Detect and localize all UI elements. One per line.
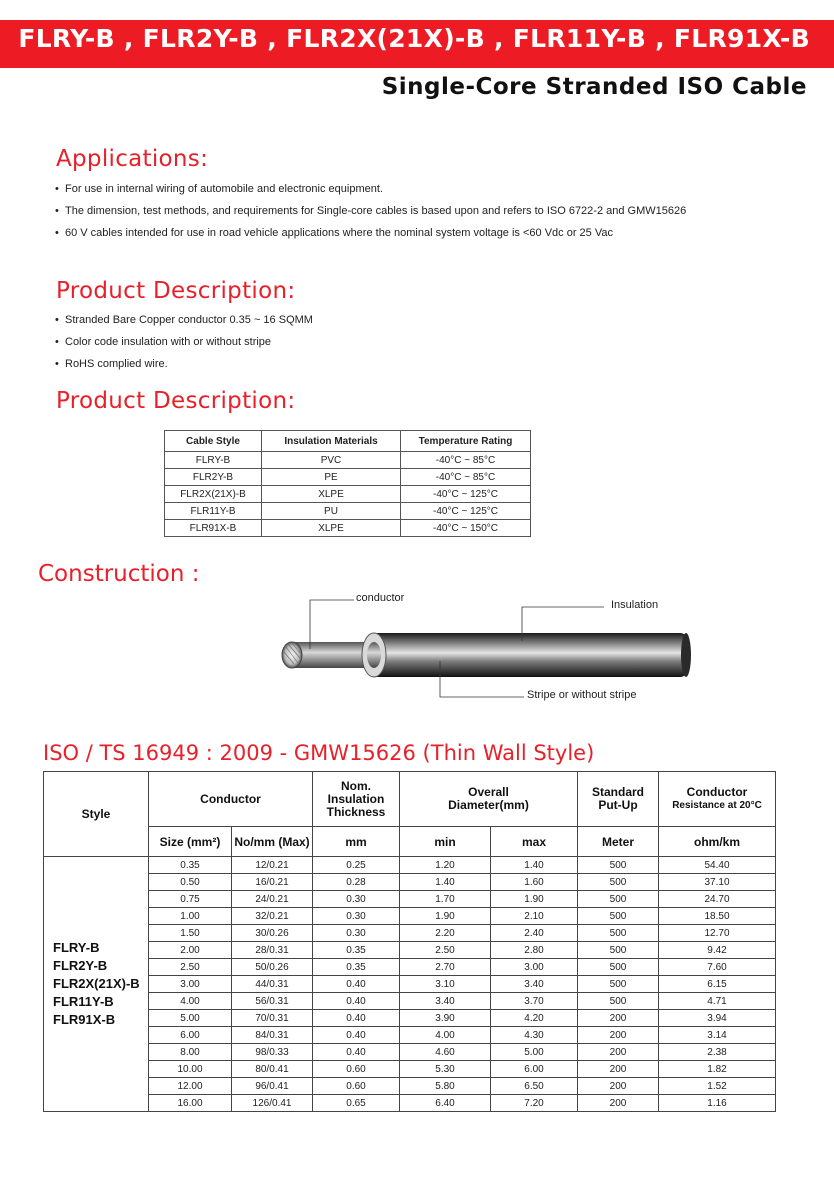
table-row	[44, 1027, 776, 1044]
table-row	[44, 976, 776, 993]
table-cell: 0.40	[313, 1027, 400, 1044]
list-item: • Color code insulation with or without stripe	[55, 331, 775, 353]
table-cell: 3.00	[491, 959, 578, 976]
table-row	[44, 993, 776, 1010]
table-cell: -40°C ~ 125°C	[401, 486, 531, 503]
table-row	[165, 503, 531, 520]
list-item: • For use in internal wiring of automobile and electronic equipment.	[55, 178, 775, 200]
table-cell: 30/0.26	[232, 925, 313, 942]
table-cell: -40°C ~ 150°C	[401, 520, 531, 537]
table-header: Overall Diameter(mm)	[400, 772, 578, 827]
table-cell: PVC	[262, 452, 401, 469]
table-cell: 2.50	[400, 942, 491, 959]
table-cell: 0.75	[149, 891, 232, 908]
table-cell: 3.14	[659, 1027, 776, 1044]
table-row	[44, 942, 776, 959]
table-cell: 54.40	[659, 857, 776, 874]
table-cell: 44/0.31	[232, 976, 313, 993]
list-item: • 60 V cables intended for use in road vehicle applications where the nominal system voltage is <60 Vdc or 25 Vac	[55, 222, 775, 244]
table-cell: 1.90	[491, 891, 578, 908]
table-cell: 98/0.33	[232, 1044, 313, 1061]
table-header: mm	[313, 827, 400, 857]
table-cell: 6.40	[400, 1095, 491, 1112]
stripe-label: Stripe or without stripe	[527, 689, 637, 701]
table-cell: FLR2X(21X)-B	[165, 486, 262, 503]
table-cell: 4.00	[149, 993, 232, 1010]
table-header: Size (mm²)	[149, 827, 232, 857]
table-cell: XLPE	[262, 486, 401, 503]
table-cell: 2.38	[659, 1044, 776, 1061]
table-cell: 6.00	[149, 1027, 232, 1044]
table-cell: 500	[578, 993, 659, 1010]
table-header: Temperature Rating	[401, 431, 531, 452]
list-item: • RoHS complied wire.	[55, 353, 775, 375]
style-cell: FLRY-B FLR2Y-B FLR2X(21X)-B FLR11Y-B FLR91X-B	[44, 857, 149, 1112]
table-cell: FLR2Y-B	[165, 469, 262, 486]
table-cell: 4.00	[400, 1027, 491, 1044]
table-cell: 200	[578, 1010, 659, 1027]
table-cell: 16/0.21	[232, 874, 313, 891]
table-cell: 2.70	[400, 959, 491, 976]
list-item: • Stranded Bare Copper conductor 0.35 ~ 16 SQMM	[55, 309, 775, 331]
table-cell: -40°C ~ 85°C	[401, 452, 531, 469]
table-row	[44, 874, 776, 891]
product-description-heading: Product Description:	[56, 278, 296, 304]
table-cell: 24.70	[659, 891, 776, 908]
table-cell: 0.30	[313, 891, 400, 908]
table-cell: 12/0.21	[232, 857, 313, 874]
table-row	[44, 1061, 776, 1078]
table-header: min	[400, 827, 491, 857]
insulation-shape	[370, 633, 688, 677]
table-header: Nom. Insulation Thickness	[313, 772, 400, 827]
table-cell: 500	[578, 959, 659, 976]
table-cell: 0.28	[313, 874, 400, 891]
table-cell: 7.20	[491, 1095, 578, 1112]
page-subtitle: Single-Core Stranded ISO Cable	[381, 74, 807, 100]
table-row	[44, 857, 776, 874]
table-row	[44, 1078, 776, 1095]
table-row	[165, 452, 531, 469]
table-cell: 0.30	[313, 925, 400, 942]
table-cell: 84/0.31	[232, 1027, 313, 1044]
construction-heading: Construction :	[38, 561, 200, 587]
table-row	[44, 959, 776, 976]
header-banner	[0, 20, 834, 68]
table-cell: 0.35	[313, 942, 400, 959]
table-cell: 3.90	[400, 1010, 491, 1027]
table-cell: XLPE	[262, 520, 401, 537]
table-cell: 0.40	[313, 1010, 400, 1027]
table-cell: 2.10	[491, 908, 578, 925]
cable-style-table	[164, 430, 531, 537]
table-cell: 200	[578, 1078, 659, 1095]
table-cell: 1.00	[149, 908, 232, 925]
table-cell: 200	[578, 1027, 659, 1044]
table-cell: 56/0.31	[232, 993, 313, 1010]
table-cell: FLR11Y-B	[165, 503, 262, 520]
table-cell: 3.40	[400, 993, 491, 1010]
list-item: • The dimension, test methods, and requirements for Single-core cables is based upon and refers to ISO 6722-2 and GMW15626	[55, 200, 775, 222]
table-cell: 3.00	[149, 976, 232, 993]
table-cell: 12.70	[659, 925, 776, 942]
table-cell: 5.00	[149, 1010, 232, 1027]
table-cell: 3.94	[659, 1010, 776, 1027]
table-header: Insulation Materials	[262, 431, 401, 452]
table-cell: 0.50	[149, 874, 232, 891]
table-header: max	[491, 827, 578, 857]
product-table-heading: Product Description:	[56, 388, 296, 414]
table-cell: 1.52	[659, 1078, 776, 1095]
table-row	[44, 1010, 776, 1027]
table-cell: 200	[578, 1095, 659, 1112]
table-row	[165, 486, 531, 503]
table-cell: 8.00	[149, 1044, 232, 1061]
table-row	[44, 908, 776, 925]
table-cell: 0.25	[313, 857, 400, 874]
table-cell: 500	[578, 976, 659, 993]
table-cell: 500	[578, 925, 659, 942]
table-cell: 1.90	[400, 908, 491, 925]
table-cell: 4.20	[491, 1010, 578, 1027]
table-row	[44, 925, 776, 942]
table-cell: 32/0.21	[232, 908, 313, 925]
table-header: Style	[44, 772, 149, 857]
table-cell: 70/0.31	[232, 1010, 313, 1027]
table-header: Conductor	[149, 772, 313, 827]
table-header: ohm/km	[659, 827, 776, 857]
table-cell: 9.42	[659, 942, 776, 959]
table-row	[44, 1044, 776, 1061]
table-cell: 4.30	[491, 1027, 578, 1044]
table-cell: 1.82	[659, 1061, 776, 1078]
table-cell: 0.40	[313, 976, 400, 993]
spec-table	[43, 771, 776, 1112]
table-cell: 50/0.26	[232, 959, 313, 976]
table-cell: 0.40	[313, 1044, 400, 1061]
table-cell: 200	[578, 1061, 659, 1078]
spec-table-heading: ISO / TS 16949 : 2009 - GMW15626 (Thin Wall Style)	[43, 741, 595, 765]
table-row	[165, 469, 531, 486]
table-header: No/mm (Max)	[232, 827, 313, 857]
table-cell: FLRY-B	[165, 452, 262, 469]
table-cell: 16.00	[149, 1095, 232, 1112]
table-header: Standard Put-Up	[578, 772, 659, 827]
table-cell: 3.10	[400, 976, 491, 993]
conductor-label: conductor	[356, 592, 405, 604]
table-cell: 1.16	[659, 1095, 776, 1112]
table-cell: 5.30	[400, 1061, 491, 1078]
page-title: FLRY-B , FLR2Y-B , FLR2X(21X)-B , FLR11Y-B , FLR91X-B	[18, 24, 810, 53]
table-header: Cable Style	[165, 431, 262, 452]
table-cell: 0.40	[313, 993, 400, 1010]
table-cell: PU	[262, 503, 401, 520]
table-cell: 500	[578, 891, 659, 908]
table-cell: 5.80	[400, 1078, 491, 1095]
table-cell: 12.00	[149, 1078, 232, 1095]
table-cell: 24/0.21	[232, 891, 313, 908]
table-cell: 2.00	[149, 942, 232, 959]
table-cell: 500	[578, 857, 659, 874]
table-cell: 4.71	[659, 993, 776, 1010]
table-cell: 1.70	[400, 891, 491, 908]
insulation-label: Insulation	[611, 599, 659, 611]
table-cell: -40°C ~ 125°C	[401, 503, 531, 520]
table-cell: 1.40	[400, 874, 491, 891]
table-cell: 500	[578, 874, 659, 891]
table-header: Conductor Resistance at 20°C	[659, 772, 776, 827]
table-cell: 80/0.41	[232, 1061, 313, 1078]
table-cell: 1.60	[491, 874, 578, 891]
table-cell: 4.60	[400, 1044, 491, 1061]
table-cell: 2.40	[491, 925, 578, 942]
table-cell: 3.40	[491, 976, 578, 993]
table-cell: 6.50	[491, 1078, 578, 1095]
table-cell: 2.20	[400, 925, 491, 942]
table-cell: 126/0.41	[232, 1095, 313, 1112]
table-cell: -40°C ~ 85°C	[401, 469, 531, 486]
applications-heading: Applications:	[56, 146, 209, 172]
table-cell: 7.60	[659, 959, 776, 976]
table-cell: 0.35	[313, 959, 400, 976]
table-cell: 1.40	[491, 857, 578, 874]
table-cell: 28/0.31	[232, 942, 313, 959]
table-row	[44, 1095, 776, 1112]
table-cell: 0.35	[149, 857, 232, 874]
table-cell: 6.15	[659, 976, 776, 993]
table-cell: 1.20	[400, 857, 491, 874]
table-cell: 0.30	[313, 908, 400, 925]
table-cell: 18.50	[659, 908, 776, 925]
table-row	[44, 891, 776, 908]
applications-list	[55, 178, 775, 244]
table-cell: 1.50	[149, 925, 232, 942]
table-cell: 5.00	[491, 1044, 578, 1061]
table-cell: FLR91X-B	[165, 520, 262, 537]
product-description-list	[55, 309, 775, 375]
table-cell: 2.80	[491, 942, 578, 959]
table-row	[165, 520, 531, 537]
table-header: Meter	[578, 827, 659, 857]
table-cell: 0.65	[313, 1095, 400, 1112]
table-cell: 10.00	[149, 1061, 232, 1078]
table-cell: 500	[578, 908, 659, 925]
table-cell: 37.10	[659, 874, 776, 891]
table-cell: PE	[262, 469, 401, 486]
table-cell: 2.50	[149, 959, 232, 976]
table-cell: 500	[578, 942, 659, 959]
table-cell: 0.60	[313, 1061, 400, 1078]
table-cell: 6.00	[491, 1061, 578, 1078]
table-cell: 0.60	[313, 1078, 400, 1095]
table-cell: 3.70	[491, 993, 578, 1010]
table-cell: 96/0.41	[232, 1078, 313, 1095]
table-cell: 200	[578, 1044, 659, 1061]
